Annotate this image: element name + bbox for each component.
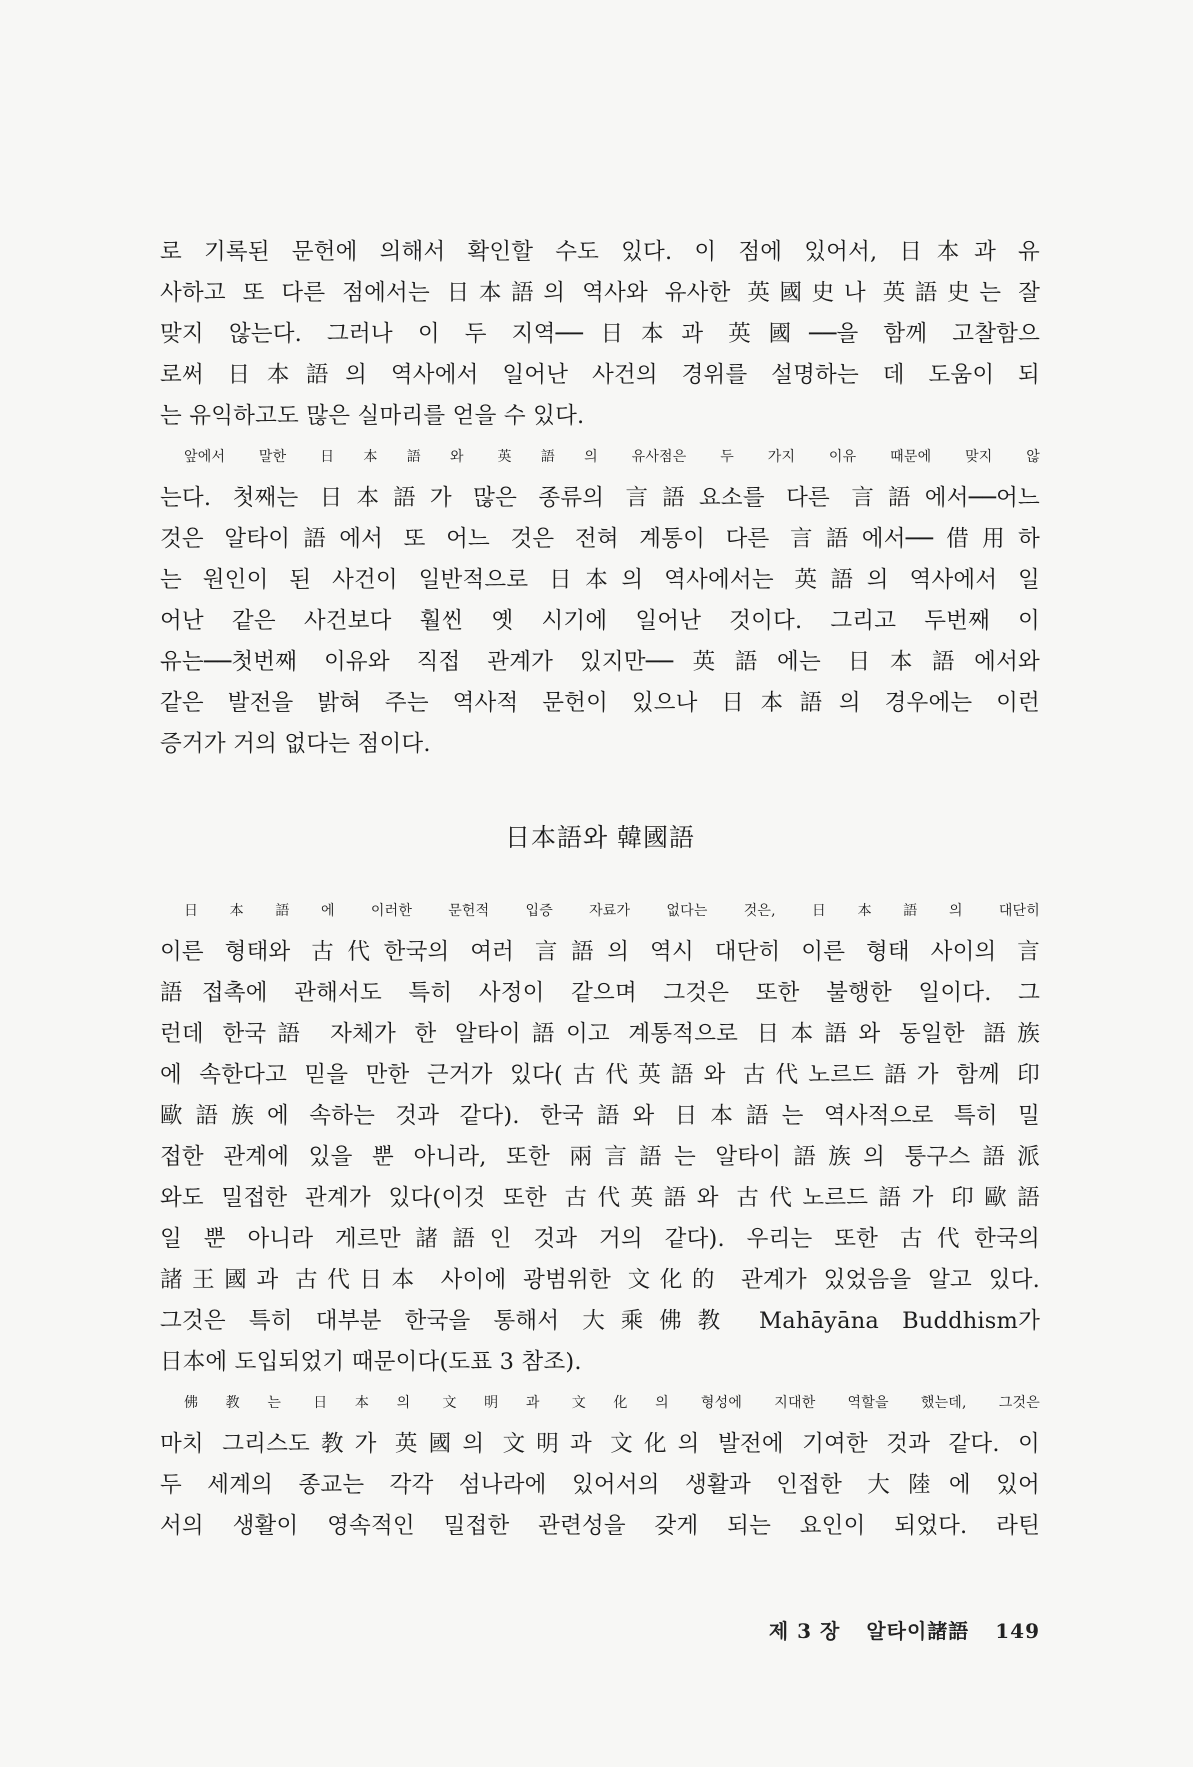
text-line: 런데 한국語 자체가 한 알타이語이고 계통적으로 日本語와 동일한 語族 bbox=[160, 1021, 1040, 1047]
text-line: 에 속한다고 믿을 만한 근거가 있다(古代英語와 古代노르드語가 함께 印 bbox=[160, 1062, 1040, 1088]
text-line: 유는──첫번째 이유와 직접 관계가 있지만──英語에는 日本語에서와 bbox=[160, 649, 1040, 675]
section-1 bbox=[160, 232, 1040, 765]
text-line: 歐語族에 속하는 것과 같다). 한국語와 日本語는 역사적으로 특히 밀 bbox=[160, 1103, 1040, 1129]
text-line: 어난 같은 사건보다 훨씬 옛 시기에 일어난 것이다. 그리고 두번째 이 bbox=[160, 608, 1040, 634]
text-line: 와도 밀접한 관계가 있다(이것 또한 古代英語와 古代노르드語가 印歐語 bbox=[160, 1185, 1040, 1211]
page-footer bbox=[700, 1615, 1040, 1644]
text-line: 語접촉에 관해서도 특히 사정이 같으며 그것은 또한 불행한 일이다. 그 bbox=[160, 980, 1040, 1006]
chapter-title: 알타이諸語 bbox=[866, 1619, 970, 1643]
text-line: 는 유익하고도 많은 실마리를 얻을 수 있다. bbox=[160, 403, 585, 429]
text-line: 앞에서 말한 日本語와 英語의 유사점은 두 가지 이유 때문에 맞지 않 bbox=[184, 449, 1040, 465]
text-line: 日本語에 이러한 문헌적 입증 자료가 없다는 것은, 日本語의 대단히 bbox=[184, 903, 1040, 919]
text-line: 는 원인이 된 사건이 일반적으로 日本의 역사에서는 英語의 역사에서 일 bbox=[160, 567, 1040, 593]
page-number: 149 bbox=[995, 1619, 1040, 1643]
text-line: 것은 알타이語에서 또 어느 것은 전혀 계통이 다른 言語에서──借用하 bbox=[160, 526, 1040, 552]
text-line: 그것은 특히 대부분 한국을 통해서 大乘佛教 Mahāyāna Buddhism가 bbox=[160, 1308, 1040, 1334]
chapter-label: 제 3 장 bbox=[768, 1619, 841, 1643]
text-line: 佛教는 日本의 文明과 文化의 형성에 지대한 역할을 했는데, 그것은 bbox=[184, 1395, 1040, 1411]
text-line: 서의 생활이 영속적인 밀접한 관련성을 갖게 되는 요인이 되었다. 라틴 bbox=[160, 1513, 1040, 1539]
text-line: 맞지 않는다. 그러나 이 두 지역──日本과 英國──을 함께 고찰함으 bbox=[160, 321, 1040, 347]
text-line: 로 기록된 문헌에 의해서 확인할 수도 있다. 이 점에 있어서, 日本과 유 bbox=[160, 239, 1040, 265]
text-line: 일 뿐 아니라 게르만諸語인 것과 거의 같다). 우리는 또한 古代한국의 bbox=[160, 1226, 1040, 1252]
section-heading: 日本語와 韓國語 bbox=[504, 823, 696, 852]
text-line: 같은 발전을 밝혀 주는 역사적 문헌이 있으나 日本語의 경우에는 이런 bbox=[160, 690, 1040, 716]
text-line: 증거가 거의 없다는 점이다. bbox=[160, 731, 431, 757]
paragraph-3 bbox=[160, 891, 1040, 1383]
text-line: 사하고 또 다른 점에서는 日本語의 역사와 유사한 英國史나 英語史는 잘 bbox=[160, 280, 1040, 306]
section-2 bbox=[160, 891, 1040, 1547]
text-line: 는다. 첫째는 日本語가 많은 종류의 言語요소를 다른 言語에서──어느 bbox=[160, 485, 1040, 511]
text-line: 로써 日本語의 역사에서 일어난 사건의 경위를 설명하는 데 도움이 되 bbox=[160, 362, 1040, 388]
paragraph-4 bbox=[160, 1383, 1040, 1547]
text-line: 日本에 도입되었기 때문이다(도표 3 참조). bbox=[160, 1349, 582, 1375]
paragraph-1 bbox=[160, 232, 1040, 437]
text-line: 두 세계의 종교는 각각 섬나라에 있어서의 생활과 인접한 大陸에 있어 bbox=[160, 1472, 1040, 1498]
text-line: 이른 형태와 古代한국의 여러 言語의 역시 대단히 이른 형태 사이의 言 bbox=[160, 939, 1040, 965]
text-line: 마치 그리스도教가 英國의 文明과 文化의 발전에 기여한 것과 같다. 이 bbox=[160, 1431, 1040, 1457]
text-line: 諸王國과 古代日本 사이에 광범위한 文化的 관계가 있었음을 알고 있다. bbox=[160, 1267, 1040, 1293]
text-line: 접한 관계에 있을 뿐 아니라, 또한 兩言語는 알타이語族의 퉁구스語派 bbox=[160, 1144, 1040, 1170]
paragraph-2 bbox=[160, 437, 1040, 765]
